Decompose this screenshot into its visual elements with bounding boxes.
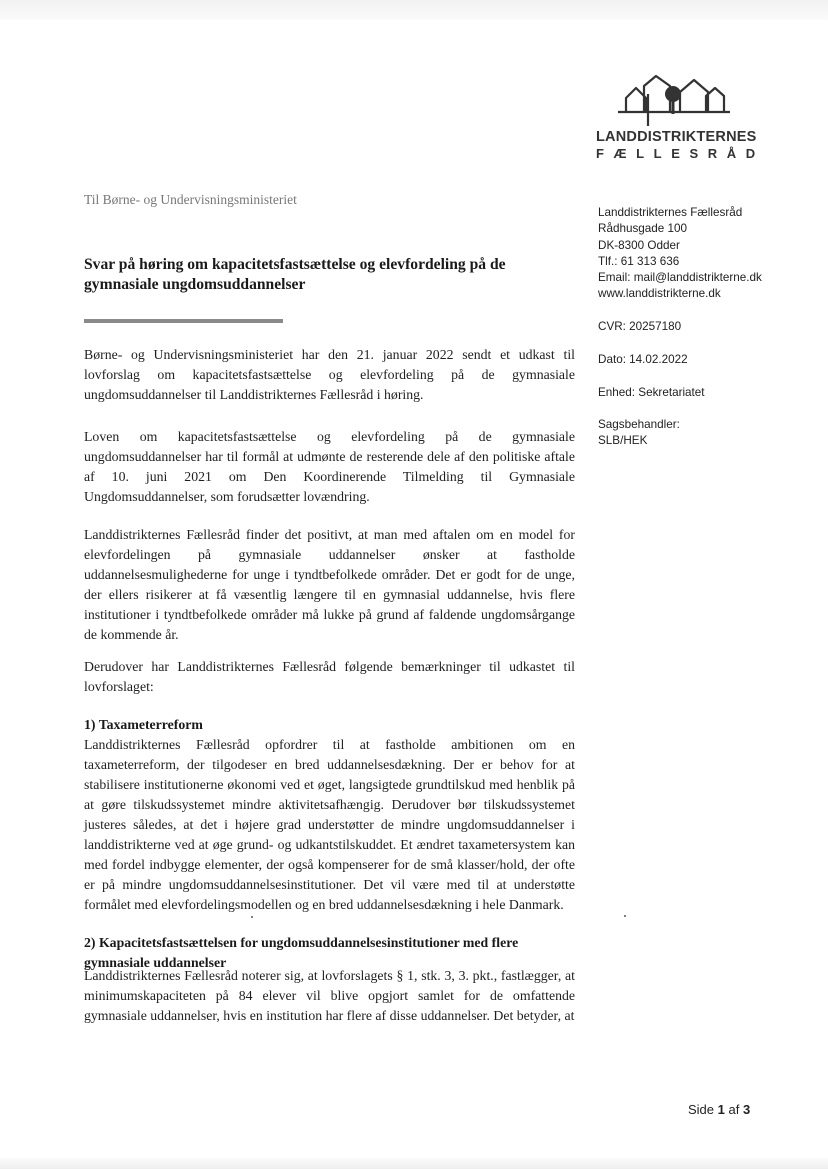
section-heading-2: 2) Kapacitetsfastsættelsen for ungdomsuddannelsesinstitutioner med flere gymnasiale uddannelser: [84, 935, 519, 970]
sender-phone: Tlf.: 61 313 636: [598, 254, 680, 268]
section-heading-1: 1) Taxameterreform: [84, 717, 203, 732]
page-current: 1: [717, 1102, 725, 1117]
logo-wordmark-line2: FÆLLESRÅD: [596, 146, 765, 161]
case-handler-label: Sagsbehandler:: [598, 418, 680, 431]
houses-logo-icon: [618, 72, 730, 128]
sender-website: www.landdistrikterne.dk: [598, 287, 721, 301]
letter-title: Svar på høring om kapacitetsfastsættelse og elevfordeling på de gymnasiale ungdomsuddannelser: [84, 256, 506, 293]
sender-email: Email: mail@landdistrikterne.dk: [598, 271, 762, 285]
case-handler-block: [598, 417, 680, 450]
body-paragraph-5: Landdistrikternes Fællesråd opfordrer til at fastholde ambitionen om en taxameterreform, der tilgodeser en bred uddannelsesdækning. Der er behov for at stabilisere institutionerne økonomi ved et øget, langsigtede grundtilskud med henblik på at gøre tilskudssystemet mindre aktivitetsafhængig. Derudover bør tilskudssystemet justeres således, at det i højere grad understøtter de mindre ungdomsuddannelser i landdistrikterne ved at øge grund- og udkantstilskuddet. Et ændret taxametersystem kan med fordel indbygge elementer, der også kompenserer for de små klasser/hold, der ofte er på mindre ungdomsuddannelsesinstitutioner. Det vil være med til at understøtte formålet med elevfordelingsmodellen og en bred uddannelsesdækning i hele Danmark.: [84, 737, 575, 912]
recipient-line: Til Børne- og Undervisningsministeriet: [84, 192, 297, 207]
page-number: [688, 1102, 750, 1117]
page-separator: af: [728, 1102, 740, 1117]
body-paragraph-6: Landdistrikternes Fællesråd noterer sig, at lovforslagets § 1, stk. 3, 3. pkt., fastlægger, at minimumskapaciteten på 84 elever vil blive opgjort samlet for de omfattende gymnasiale uddannelser, hvis en institution har flere af disse uddannelser. Det betyder, at: [84, 968, 575, 1023]
title-underline-divider: [84, 319, 283, 323]
case-handler-value: SLB/HEK: [598, 434, 648, 448]
body-paragraph-3: Landdistrikternes Fællesråd finder det positivt, at man med aftalen om en model for elevfordelingen på gymnasiale uddannelser ønsker at fastholde uddannelsesmulighederne for unge i tyndtbefolkede områder. Det er godt for de unge, der ellers risikerer at få væsentlig længere til en gymnasial uddannelse, hvis flere institutioner i tyndtbefolkede områder må lukke på grund af faldende ungdomsårgange de kommende år.: [84, 527, 575, 642]
page-total: 3: [742, 1102, 751, 1117]
sender-cvr: CVR: 20257180: [598, 320, 682, 333]
body-paragraph-1: Børne- og Undervisningsministeriet har den 21. januar 2022 sendt et udkast til lovforslag om kapacitetsfastsættelse og elevfordeling på de gymnasiale ungdomsuddannelser til Landdistrikternes Fællesråd i høring.: [84, 347, 575, 402]
page-label: Side: [688, 1102, 715, 1117]
scan-edge-top: [0, 0, 828, 20]
sender-unit: Enhed: Sekretariatet: [598, 386, 705, 399]
sender-org-name: Landdistrikternes Fællesråd: [598, 206, 743, 219]
body-paragraph-4: Derudover har Landdistrikternes Fællesråd følgende bemærkninger til udkastet til lovforslaget:: [84, 659, 575, 694]
scan-speck: [251, 916, 253, 918]
scan-edge-bottom: [0, 1158, 828, 1169]
sender-address-block: [598, 205, 762, 303]
logo-wordmark-line1: LANDDISTRIKTERNES: [596, 129, 757, 145]
sender-postal: DK-8300 Odder: [598, 238, 680, 252]
scan-speck: [624, 915, 626, 917]
sender-street: Rådhusgade 100: [598, 222, 688, 236]
letter-date: Dato: 14.02.2022: [598, 353, 688, 366]
body-paragraph-2: Loven om kapacitetsfastsættelse og elevfordeling på de gymnasiale ungdomsuddannelser har til formål at udmønte de resterende dele af den politiske aftale af 10. juni 2021 om Den Koordinerende Tilmelding til Gymnasiale Ungdomsuddannelser, som forudsætter lovændring.: [84, 429, 575, 504]
